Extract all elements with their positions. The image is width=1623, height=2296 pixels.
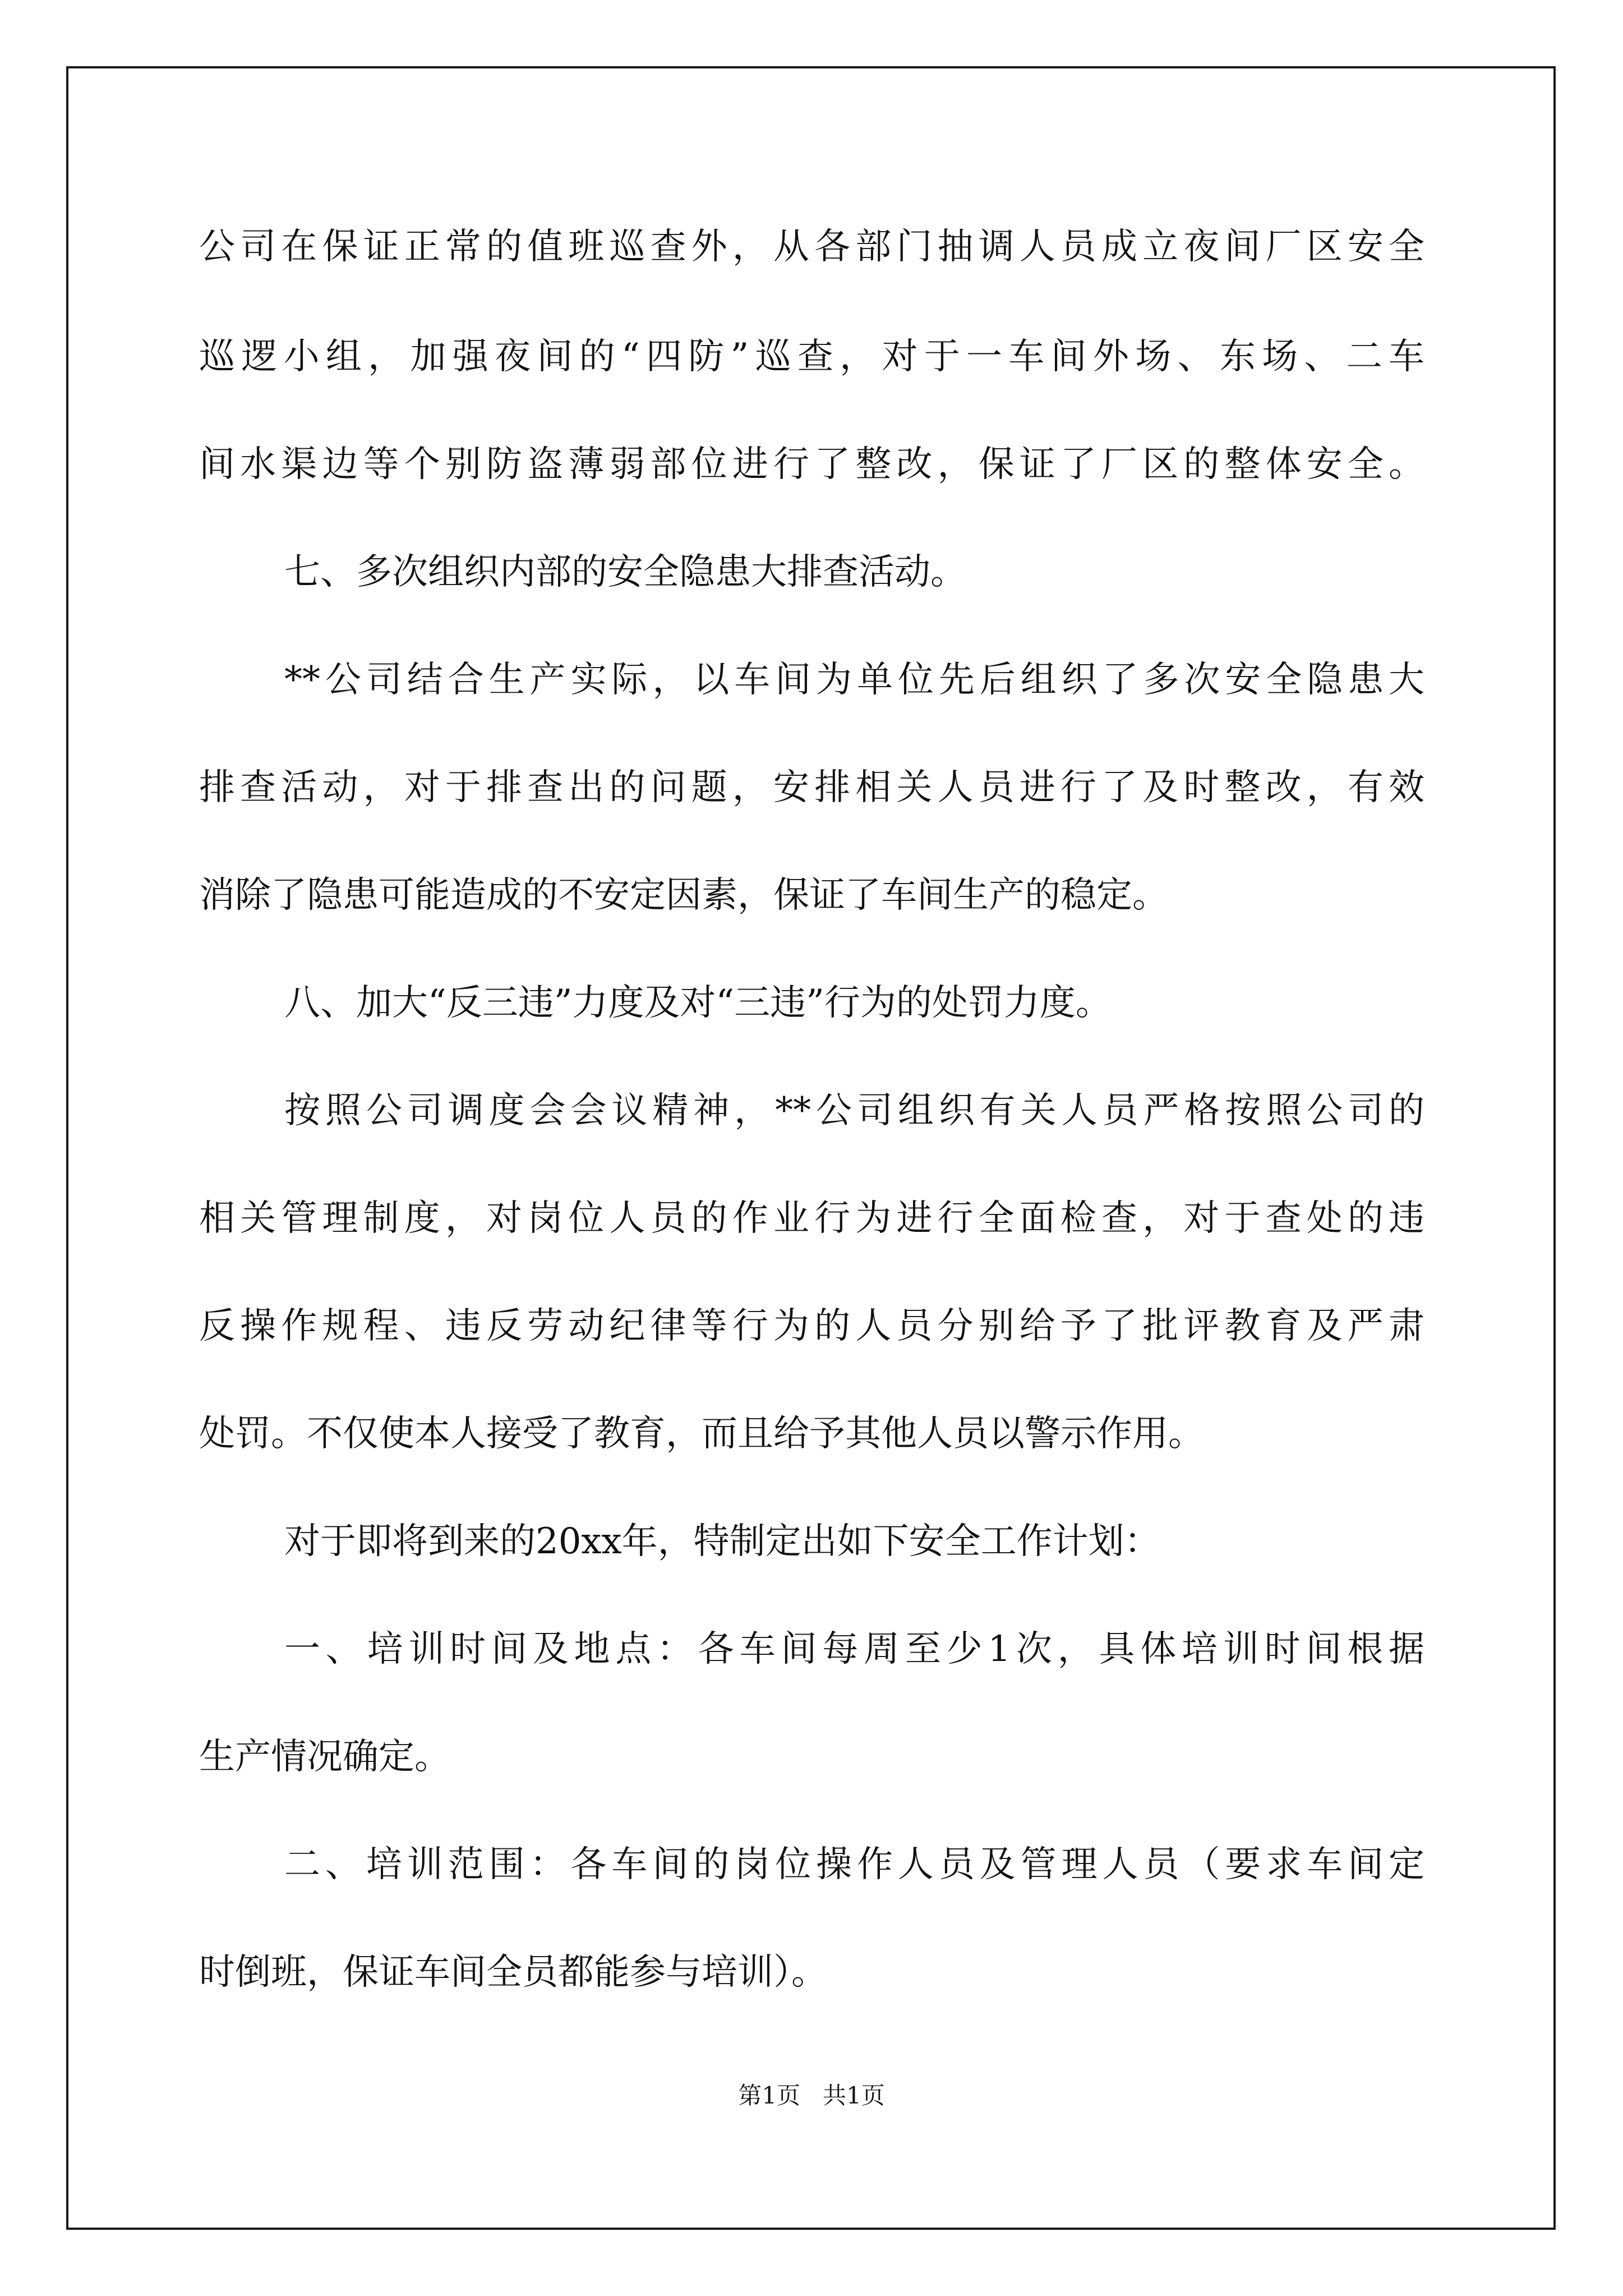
text-line: 二、培训范围：各车间的岗位操作人员及管理人员（要求车间定 <box>284 1844 1424 1885</box>
page-border <box>66 66 1556 2230</box>
text-line: 处罚。不仅使本人接受了教育，而且给予其他人员以警示作用。 <box>199 1413 1204 1455</box>
section-heading: 八、加大“反三违”力度及对“三违”行为的处罚力度。 <box>284 982 1112 1024</box>
text-line: 对于即将到来的20xx年，特制定出如下安全工作计划： <box>284 1521 1160 1562</box>
text-line: 巡逻小组，加强夜间的“四防”巡查，对于一车间外场、东场、二车 <box>199 336 1424 378</box>
text-line: 排查活动，对于排查出的问题，安排相关人员进行了及时整改，有效 <box>199 767 1424 808</box>
text-line: 反操作规程、违反劳动纪律等行为的人员分别给予了批评教育及严肃 <box>199 1305 1424 1347</box>
text-line: 生产情况确定。 <box>199 1736 450 1778</box>
text-line: 消除了隐患可能造成的不安定因素，保证了车间生产的稳定。 <box>199 875 1168 916</box>
text-line: 相关管理制度，对岗位人员的作业行为进行全面检查，对于查处的违 <box>199 1198 1424 1239</box>
section-heading: 七、多次组织内部的安全隐患大排查活动。 <box>284 551 966 593</box>
text-line: 一、培训时间及地点：各车间每周至少1次，具体培训时间根据 <box>284 1628 1424 1670</box>
text-line: 时倒班，保证车间全员都能参与培训）。 <box>199 1952 827 1993</box>
text-line: 公司在保证正常的值班巡查外，从各部门抽调人员成立夜间厂区安全 <box>199 226 1424 268</box>
text-line: 间水渠边等个别防盗薄弱部位进行了整改，保证了厂区的整体安全。 <box>199 444 1424 485</box>
text-line: **公司结合生产实际，以车间为单位先后组织了多次安全隐患大 <box>284 659 1424 701</box>
page-footer: 第1页 共1页 <box>738 2082 885 2109</box>
text-line: 按照公司调度会会议精神，**公司组织有关人员严格按照公司的 <box>284 1090 1424 1131</box>
